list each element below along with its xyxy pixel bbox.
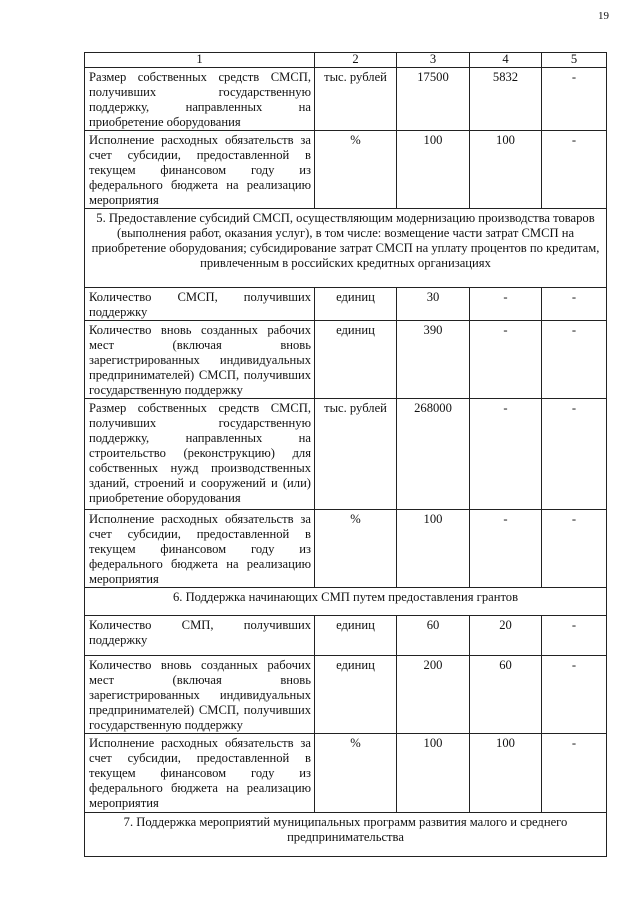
value-cell: - <box>542 131 607 209</box>
value-cell: 100 <box>397 131 470 209</box>
value-cell: - <box>470 321 542 399</box>
unit-cell: единиц <box>315 321 397 399</box>
value-cell: 390 <box>397 321 470 399</box>
section-title: 7. Поддержка мероприятий муниципальных программ развития малого и среднего предпринимательства <box>85 813 607 857</box>
value-cell: 20 <box>470 616 542 656</box>
value-cell: 100 <box>397 734 470 813</box>
section-row <box>85 588 607 616</box>
section-title: 6. Поддержка начинающих СМП путем предоставления грантов <box>85 588 607 616</box>
value-cell: - <box>470 510 542 588</box>
unit-cell: % <box>315 510 397 588</box>
header-cell: 2 <box>315 53 397 68</box>
value-cell: 60 <box>397 616 470 656</box>
value-cell: - <box>542 616 607 656</box>
unit-cell: единиц <box>315 616 397 656</box>
table-row <box>85 656 607 734</box>
value-cell: - <box>542 656 607 734</box>
value-cell: 100 <box>470 734 542 813</box>
value-cell: - <box>542 510 607 588</box>
header-cell: 4 <box>470 53 542 68</box>
value-cell: 5832 <box>470 68 542 131</box>
indicator-description: Количество СМСП, получивших поддержку <box>85 288 315 321</box>
table-row <box>85 321 607 399</box>
indicator-description: Количество СМП, получивших поддержку <box>85 616 315 656</box>
unit-cell: % <box>315 131 397 209</box>
indicator-description: Исполнение расходных обязательств за счет субсидии, предоставленной в текущем финансовом году из федерального бюджета на реализацию мероприятия <box>85 734 315 813</box>
unit-cell: % <box>315 734 397 813</box>
section-row <box>85 813 607 857</box>
table-row <box>85 734 607 813</box>
table-header-row <box>85 53 607 68</box>
value-cell: - <box>470 288 542 321</box>
unit-cell: тыс. рублей <box>315 68 397 131</box>
page-number: 19 <box>598 10 609 22</box>
indicator-description: Количество вновь созданных рабочих мест (включая вновь зарегистрированных индивидуальных предпринимателей) СМСП, получивших государственную поддержку <box>85 656 315 734</box>
table-row <box>85 399 607 510</box>
value-cell: 60 <box>470 656 542 734</box>
value-cell: - <box>542 68 607 131</box>
value-cell: 268000 <box>397 399 470 510</box>
table-row <box>85 616 607 656</box>
indicator-description: Количество вновь созданных рабочих мест (включая вновь зарегистрированных индивидуальных предпринимателей) СМСП, получивших государственную поддержку <box>85 321 315 399</box>
table-row <box>85 68 607 131</box>
value-cell: - <box>542 321 607 399</box>
indicator-description: Исполнение расходных обязательств за счет субсидии, предоставленной в текущем финансовом году из федерального бюджета на реализацию мероприятия <box>85 510 315 588</box>
unit-cell: тыс. рублей <box>315 399 397 510</box>
header-cell: 5 <box>542 53 607 68</box>
value-cell: - <box>470 399 542 510</box>
value-cell: - <box>542 399 607 510</box>
section-title: 5. Предоставление субсидий СМСП, осуществляющим модернизацию производства товаров (выполнения работ, оказания услуг), в том числе: возмещение части затрат СМСП на приобретение оборудования; субсидирование затрат СМСП на уплату процентов по кредитам, привлеченным в российских кредитных организациях <box>85 209 607 288</box>
indicators-table <box>84 52 607 857</box>
section-row <box>85 209 607 288</box>
value-cell: - <box>542 734 607 813</box>
table-row <box>85 131 607 209</box>
table-row <box>85 288 607 321</box>
value-cell: - <box>542 288 607 321</box>
unit-cell: единиц <box>315 288 397 321</box>
value-cell: 30 <box>397 288 470 321</box>
table-row <box>85 510 607 588</box>
value-cell: 17500 <box>397 68 470 131</box>
indicator-description: Размер собственных средств СМСП, получивших государственную поддержку, направленных на строительство (реконструкцию) для собственных нужд производственных зданий, строений и сооружений и (или) приобретение оборудования <box>85 399 315 510</box>
indicator-description: Исполнение расходных обязательств за счет субсидии, предоставленной в текущем финансовом году из федерального бюджета на реализацию мероприятия <box>85 131 315 209</box>
value-cell: 200 <box>397 656 470 734</box>
value-cell: 100 <box>397 510 470 588</box>
value-cell: 100 <box>470 131 542 209</box>
unit-cell: единиц <box>315 656 397 734</box>
header-cell: 1 <box>85 53 315 68</box>
header-cell: 3 <box>397 53 470 68</box>
indicator-description: Размер собственных средств СМСП, получивших государственную поддержку, направленных на приобретение оборудования <box>85 68 315 131</box>
